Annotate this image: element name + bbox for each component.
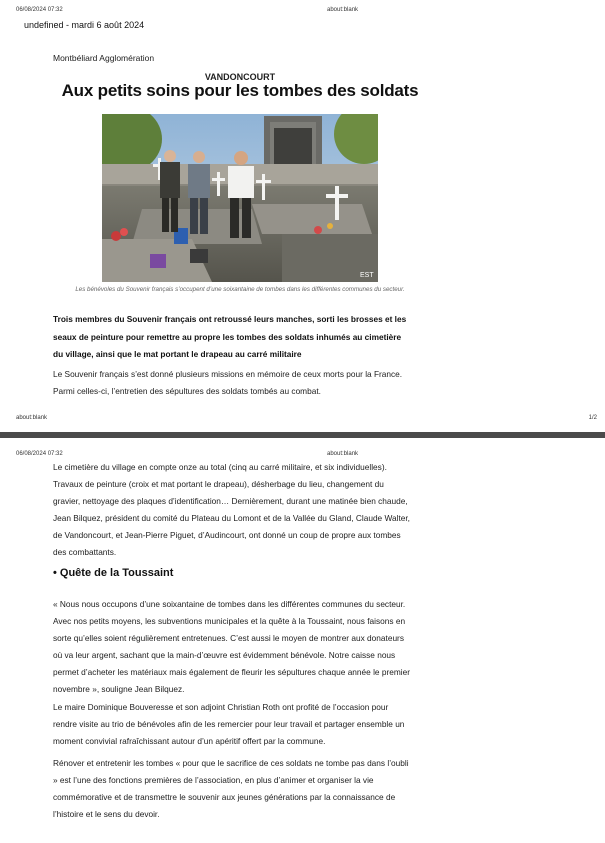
article-paragraph-3: « Nous nous occupons d’une soixantaine de tombes dans les différentes communes du secteur. Avec nos petits moyens, les subventions municipales et la quête à la Toussaint, nous faisons en sorte qu’elles soient régulièrement entretenues. C’est aussi le moyen de montrer aux donateurs où va leur argent, sachant que la main-d’œuvre est évidemment bénévole. Notre caisse nous permet d’acheter les matériaux mais également de fleurir les sépultures chaque année le premier novembre », souligne Jean Bilquez. bbox=[53, 599, 410, 694]
print-header-date: 06/08/2024 07:32 bbox=[16, 451, 63, 457]
print-header-date: 06/08/2024 07:32 bbox=[16, 7, 63, 13]
print-footer-url: about:blank bbox=[16, 415, 48, 421]
print-footer-page-number: 1/2 bbox=[588, 415, 597, 421]
article-lead: Trois membres du Souvenir français ont retroussé leurs manches, sorti les brosses et les seaux de peinture pour remettre au propre les tombes des soldats inhumés au cimetière du village, ainsi que le mat portant le drapeau au carré militaire bbox=[53, 314, 407, 359]
article-photo bbox=[102, 114, 378, 282]
print-header-url: about:blank bbox=[327, 7, 359, 13]
photo-caption: Les bénévoles du Souvenir français s’occupent d’une soixantaine de tombes dans les différentes communes du secteur. bbox=[75, 286, 405, 293]
article-paragraph-1: Le Souvenir français s’est donné plusieurs missions en mémoire de ceux morts pour la France. Parmi celles-ci, l’entretien des sépultures des soldats tombés au combat. bbox=[53, 369, 403, 396]
article-header-line: undefined - mardi 6 août 2024 bbox=[24, 20, 145, 30]
photo-watermark: EST bbox=[360, 272, 374, 279]
print-header-url: about:blank bbox=[327, 451, 359, 457]
article-paragraph-5: Rénover et entretenir les tombes « pour que le sacrifice de ces soldats ne tombe pas dans l’oubli » est l’une des fonctions premières de l’association, en plus d’animer et organiser la vie commémorative et de transmettre le souvenir aux jeunes générations par la connaissance de l’histoire et le sens du devoir. bbox=[53, 758, 409, 819]
article-paragraph-2: Le cimetière du village en compte onze au total (cinq au carré militaire, et six individuelles). Travaux de peinture (croix et mat portant le drapeau), désherbage du lieu, changement du gravier, nettoyage des plaques d’identification… Dernièrement, durant une matinée bien chaude, Jean Bilquez, président du comité du Plateau du Lomont et de la Vallée du Gland, Claude Walter, de Vandoncourt, et Jean-Pierre Piguet, d’Audincourt, ont donné un coup de propre aux tombes des combattants. bbox=[53, 462, 410, 557]
article-subheading: • Quête de la Toussaint bbox=[53, 567, 174, 579]
print-page-2 bbox=[0, 438, 605, 843]
article-paragraph-4: Le maire Dominique Bouveresse et son adjoint Christian Roth ont profité de l’occasion pour rendre visite au trio de bénévoles afin de les remercier pour leur travail et partager ensemble un moment convivial rafraîchissant autour d’un apéritif offert par la commune. bbox=[53, 702, 405, 746]
article-region: Montbéliard Agglomération bbox=[53, 53, 155, 63]
article-title: Aux petits soins pour les tombes des soldats bbox=[61, 81, 419, 100]
article-kicker: VANDONCOURT bbox=[204, 72, 276, 82]
